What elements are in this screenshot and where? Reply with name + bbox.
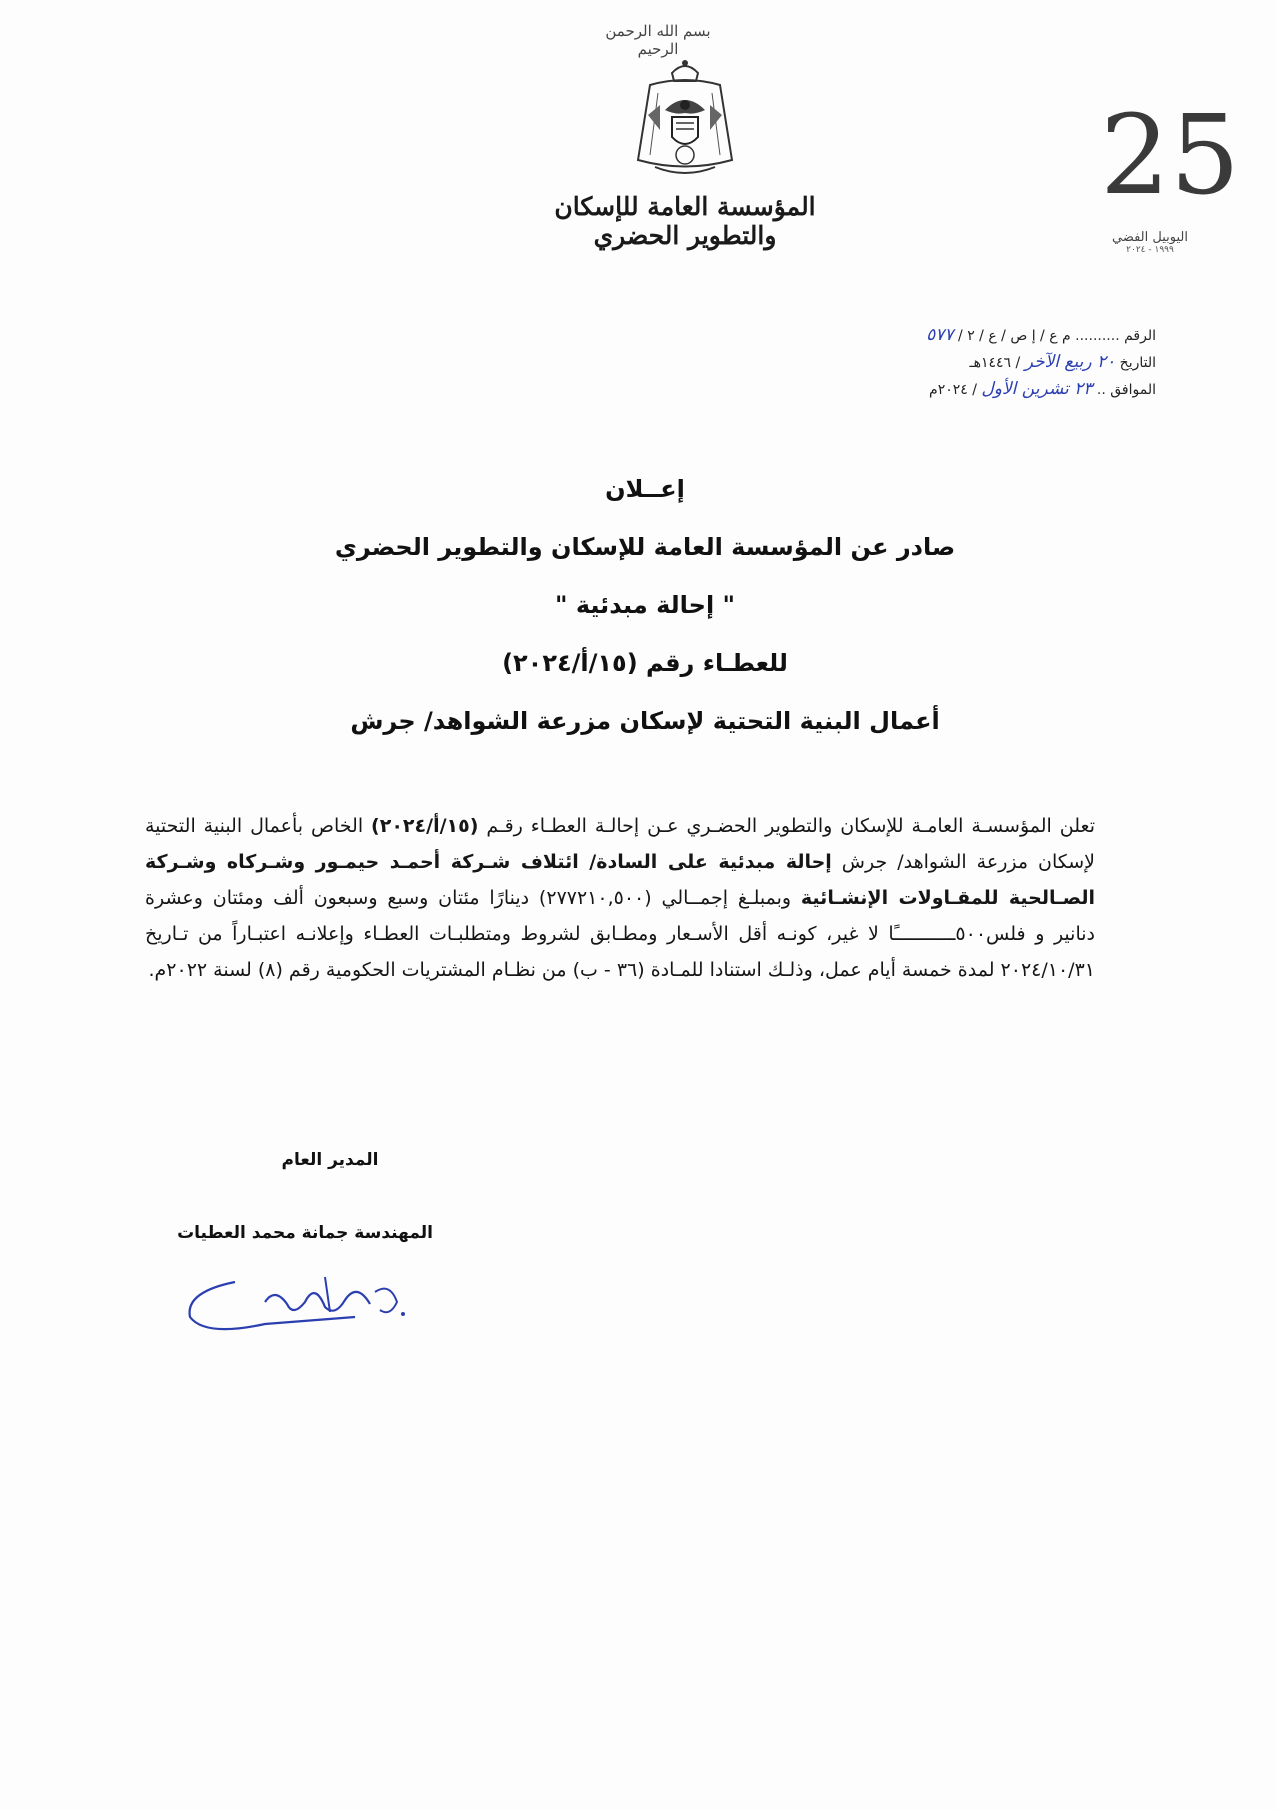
jubilee-number: 25 bbox=[1100, 91, 1240, 219]
hijri-date-line bbox=[850, 349, 1156, 376]
announcement-body bbox=[145, 808, 1095, 988]
body-tender-number: (١٥/أ/٢٠٢٤) bbox=[371, 815, 479, 837]
body-referral-phrase: إحالة مبدئية على السادة/ ائتلاف شـركة أحمـد حيمـور وشـركاه وشـركة الصـالحية للمقـاولات الإنشـائية bbox=[145, 851, 1096, 909]
tender-number-heading: للعطـاء رقم (١٥/أ/٢٠٢٤) bbox=[502, 649, 788, 677]
director-general-title: المدير العام bbox=[281, 1150, 379, 1170]
dotted-leader: .. bbox=[1096, 382, 1106, 398]
body-part-3: وبمبلـغ إجمــالي (٢٧٧٢١٠,٥٠٠) دينارًا مئتان وسبع وسبعون ألف ومئتان وعشرة دنانير و فلس٥٠٠ـــــــــــًا لا غير، كونـه أقل الأسـعار ومطـابق لشروط ومتطلبـات العطـاء وإعلانـه اعتبـاراً من تـاريخ ٢٠٢٤/١٠/٣١ لمدة خمسة أيام عمل، وذلـك استنادا للمـادة (٣٦ - ب) من نظـام المشتريات الحكومية رقم (٨) لسنة ٢٠٢٢م. bbox=[145, 887, 1095, 981]
announcement-heading: إعــلان bbox=[605, 475, 685, 503]
hijri-date-printed: / ١٤٤٦هـ bbox=[969, 355, 1021, 371]
organization-name-header: المؤسسة العامة للإسكان والتطوير الحضري bbox=[554, 192, 816, 250]
issuer-heading: صادر عن المؤسسة العامة للإسكان والتطوير الحضري bbox=[334, 533, 956, 561]
dotted-leader: .......... bbox=[1075, 328, 1120, 344]
body-part-1: تعلن المؤسسـة العامـة للإسكان والتطوير الحضـري عـن إحالـة العطـاء رقـم bbox=[478, 815, 1095, 837]
reference-number-line bbox=[850, 322, 1156, 349]
corresponding-label: الموافق bbox=[1110, 382, 1156, 398]
gregorian-date-printed: / ٢٠٢٤م bbox=[929, 382, 977, 398]
project-heading: أعمال البنية التحتية لإسكان مزرعة الشواهد/ جرش bbox=[350, 707, 940, 735]
hijri-date-handwritten: ٢٠ ربيع الآخر bbox=[1024, 352, 1116, 372]
referral-type-heading: " إحالة مبدئية " bbox=[554, 591, 736, 619]
announcement-titles bbox=[300, 460, 990, 750]
jubilee-years: ١٩٩٩ - ٢٠٢٤ bbox=[1126, 245, 1174, 255]
director-name: المهندسة جمانة محمد العطيات bbox=[177, 1223, 433, 1243]
reference-number-label: الرقم bbox=[1124, 328, 1156, 344]
date-label: التاريخ bbox=[1119, 355, 1156, 371]
reference-number-handwritten: ٥٧٧ bbox=[926, 325, 954, 345]
basmala-header: بسم الله الرحمن الرحيم bbox=[605, 22, 711, 58]
jordan-coat-of-arms-emblem bbox=[620, 55, 750, 185]
reference-block bbox=[850, 322, 1156, 403]
jubilee-caption: اليوبيل الفضي bbox=[1112, 230, 1188, 245]
silver-jubilee-logo bbox=[1100, 91, 1240, 265]
gregorian-date-line bbox=[850, 376, 1156, 403]
body-part-2: الخاص بأعمال البنية التحتية لإسكان مزرعة الشواهد/ جرش bbox=[145, 815, 1095, 873]
reference-number-printed: م ع / إ ص / ع / ٢ / bbox=[958, 328, 1071, 344]
handwritten-signature bbox=[175, 1262, 425, 1342]
gregorian-date-handwritten: ٢٣ تشرين الأول bbox=[981, 379, 1093, 399]
